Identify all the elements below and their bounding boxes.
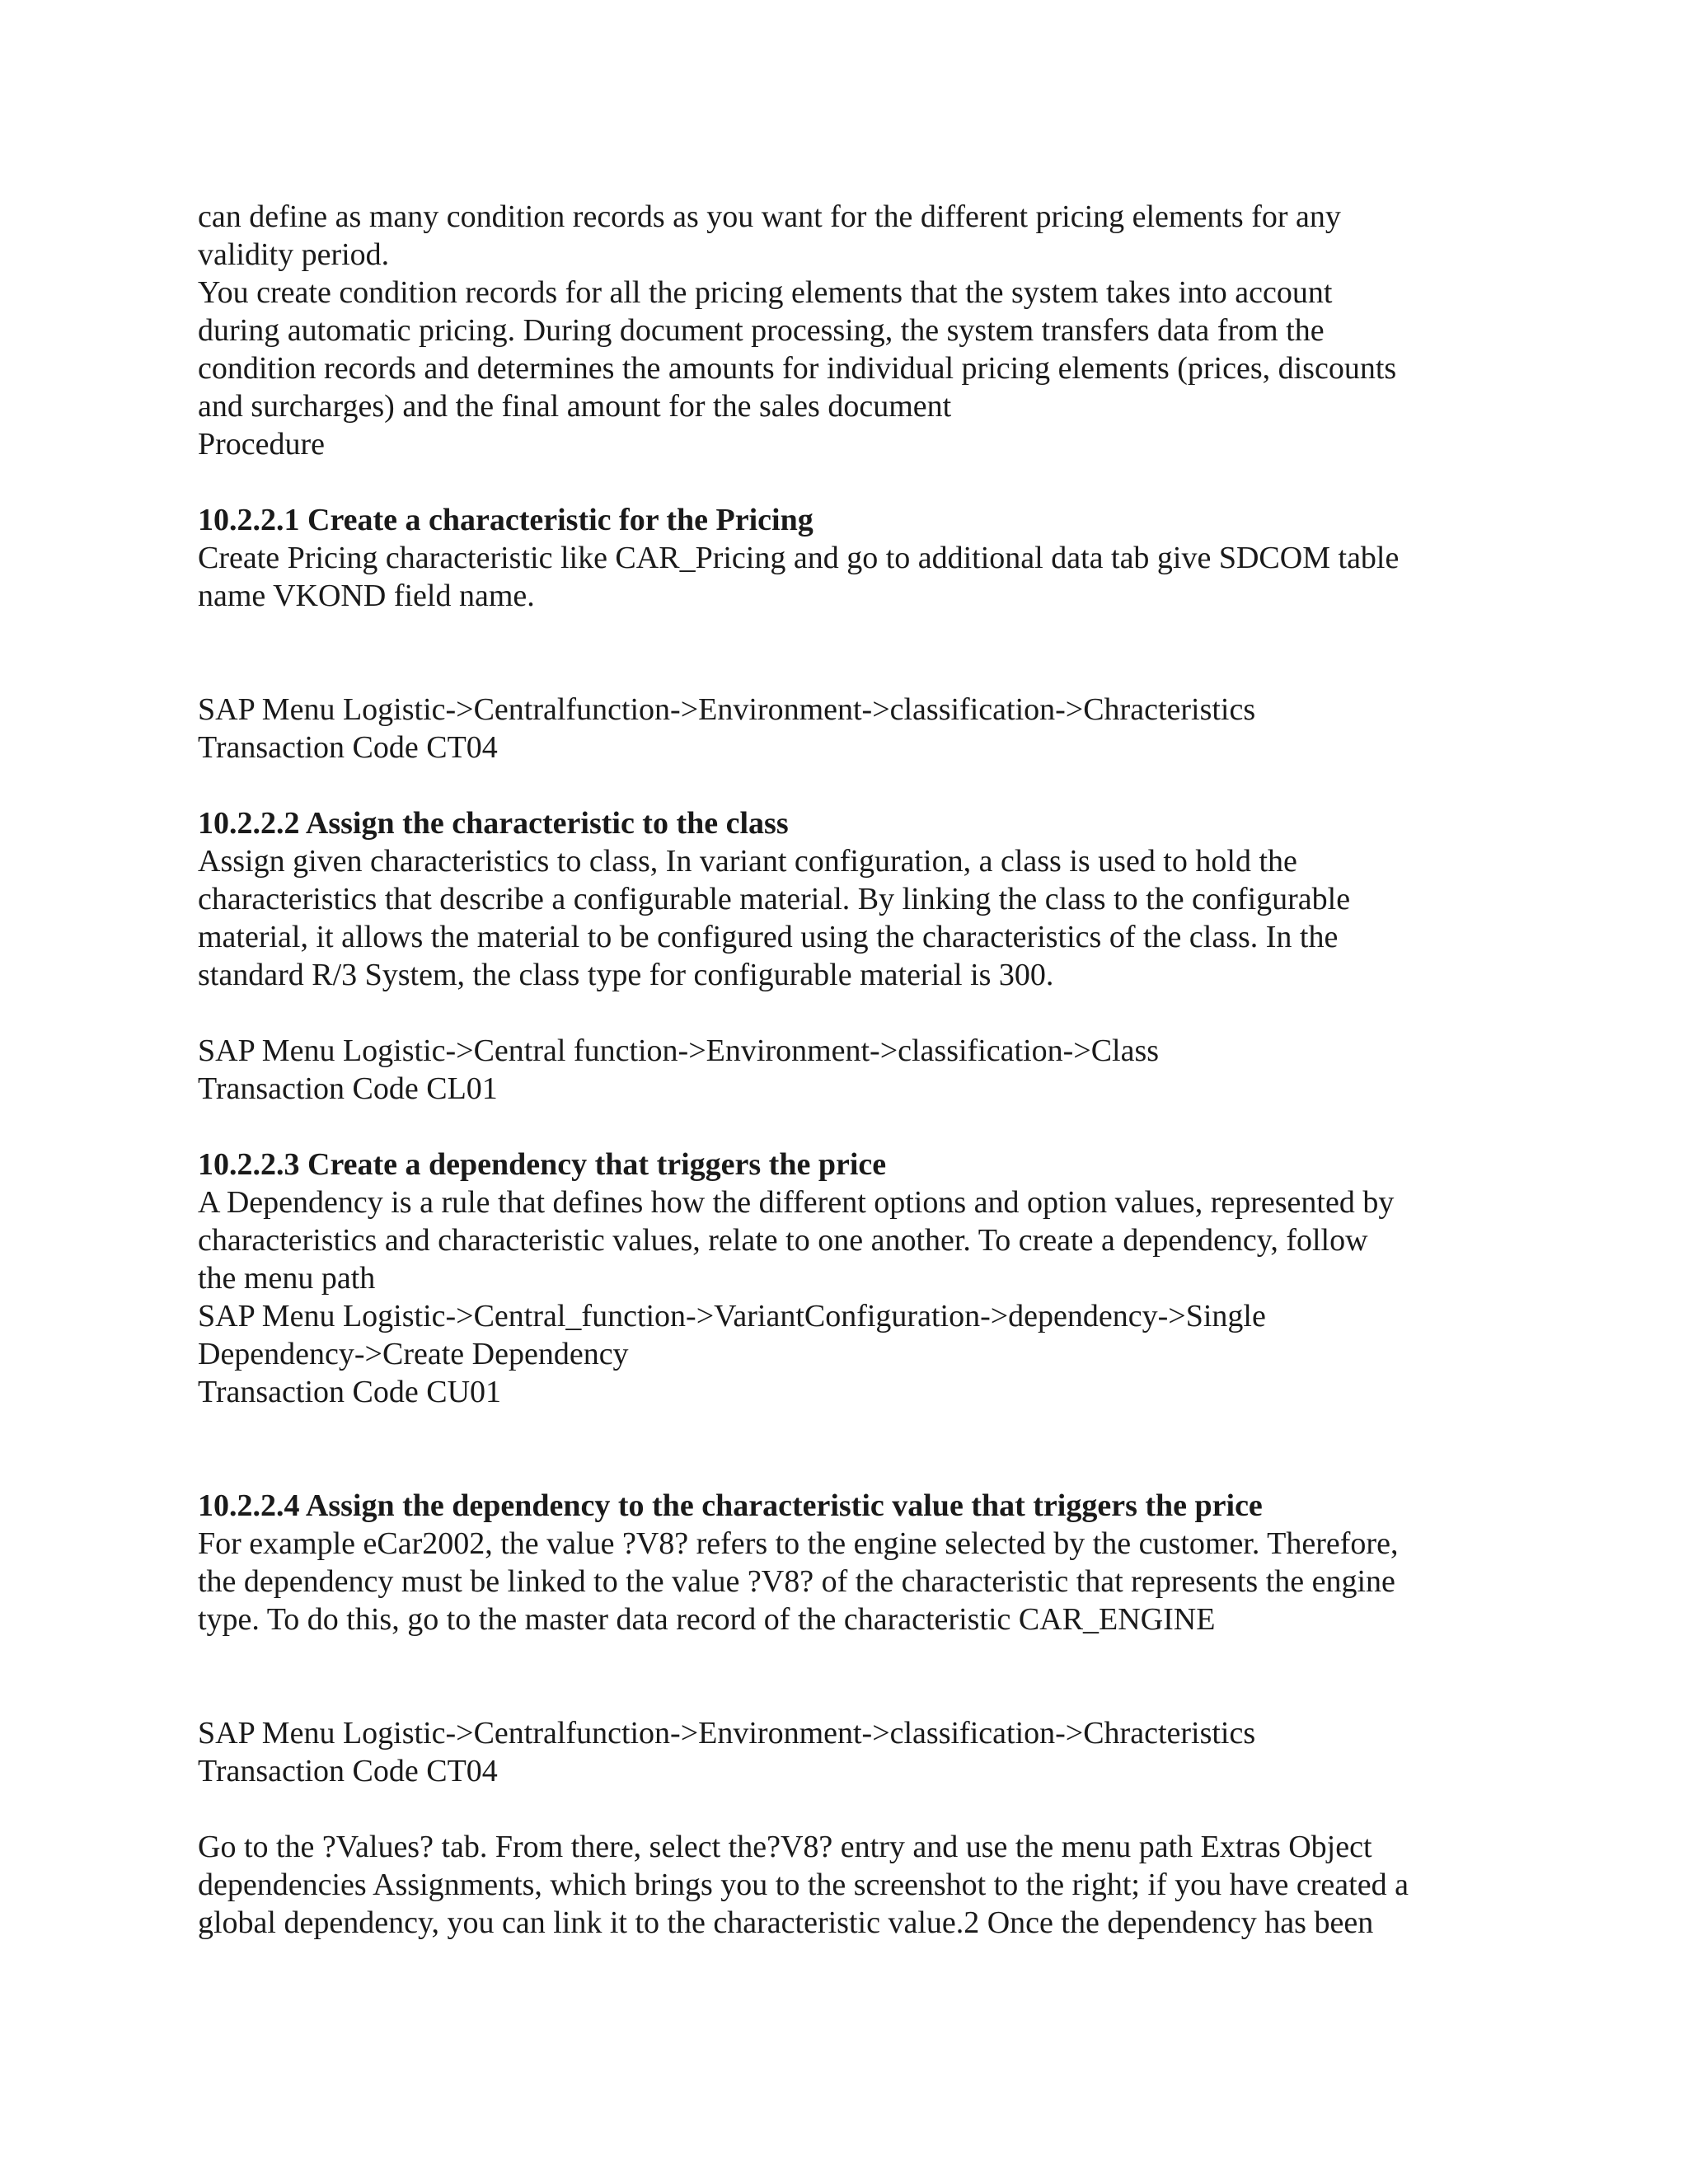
spacer [198,615,1500,691]
section-1 [198,501,1500,766]
body-line: characteristics that describe a configurable material. By linking the class to the configurable [198,882,1351,916]
spacer [198,463,1500,501]
spacer [198,994,1500,1032]
procedure-label: Procedure [198,427,326,462]
body-line: Go to the ?Values? tab. From there, select the?V8? entry and use the menu path Extras Object [198,1830,1372,1864]
body-line: Create Pricing characteristic like CAR_Pricing and go to additional data tab give SDCOM table [198,541,1400,575]
transaction-code: Transaction Code CT04 [198,730,498,765]
section-heading: 10.2.2.4 Assign the dependency to the characteristic value that triggers the price [198,1488,1263,1523]
body-line: name VKOND field name. [198,579,535,613]
section-heading: 10.2.2.2 Assign the characteristic to the class [198,806,789,841]
section-heading: 10.2.2.1 Create a characteristic for the Pricing [198,503,814,537]
body-line: standard R/3 System, the class type for configurable material is 300. [198,958,1054,992]
transaction-code: Transaction Code CU01 [198,1375,502,1409]
body-line: the menu path [198,1261,376,1296]
menu-path: Dependency->Create Dependency [198,1337,629,1371]
section-4 [198,1487,1500,1942]
intro-paragraph [198,198,1500,463]
intro-line: can define as many condition records as you want for the different pricing elements for any [198,199,1341,234]
body-line: Assign given characteristics to class, In variant configuration, a class is used to hold the [198,844,1297,879]
body-line: type. To do this, go to the master data record of the characteristic CAR_ENGINE [198,1602,1216,1637]
intro-line: during automatic pricing. During document processing, the system transfers data from the [198,313,1325,348]
body-line: global dependency, you can link it to the characteristic value.2 Once the dependency has been [198,1905,1374,1940]
section-heading: 10.2.2.3 Create a dependency that triggers the price [198,1147,887,1182]
body-line: characteristics and characteristic values, relate to one another. To create a dependency, follow [198,1223,1368,1258]
section-2 [198,804,1500,1108]
body-line: material, it allows the material to be configured using the characteristics of the class. In the [198,920,1339,954]
intro-line: and surcharges) and the final amount for the sales document [198,389,952,424]
body-line: For example eCar2002, the value ?V8? refers to the engine selected by the customer. Therefore, [198,1526,1399,1561]
spacer [198,1638,1500,1714]
menu-path: SAP Menu Logistic->Centralfunction->Environment->classification->Chracteristics [198,1716,1256,1750]
intro-line: validity period. [198,237,390,272]
intro-line: condition records and determines the amounts for individual pricing elements (prices, discounts [198,351,1397,386]
menu-path: SAP Menu Logistic->Central function->Environment->classification->Class [198,1033,1160,1068]
spacer [198,1790,1500,1828]
transaction-code: Transaction Code CL01 [198,1071,498,1106]
spacer [198,766,1500,804]
transaction-code: Transaction Code CT04 [198,1754,498,1788]
body-line: dependencies Assignments, which brings you to the screenshot to the right; if you have created a [198,1868,1409,1902]
document-page [198,198,1500,1942]
intro-line: You create condition records for all the pricing elements that the system takes into account [198,275,1333,310]
spacer [198,1108,1500,1146]
menu-path: SAP Menu Logistic->Central_function->VariantConfiguration->dependency->Single [198,1299,1266,1333]
body-line: A Dependency is a rule that defines how the different options and option values, represented by [198,1185,1395,1220]
section-3 [198,1146,1500,1411]
menu-path: SAP Menu Logistic->Centralfunction->Environment->classification->Chracteristics [198,692,1256,727]
body-line: the dependency must be linked to the value ?V8? of the characteristic that represents the engine [198,1564,1395,1599]
spacer [198,1411,1500,1487]
